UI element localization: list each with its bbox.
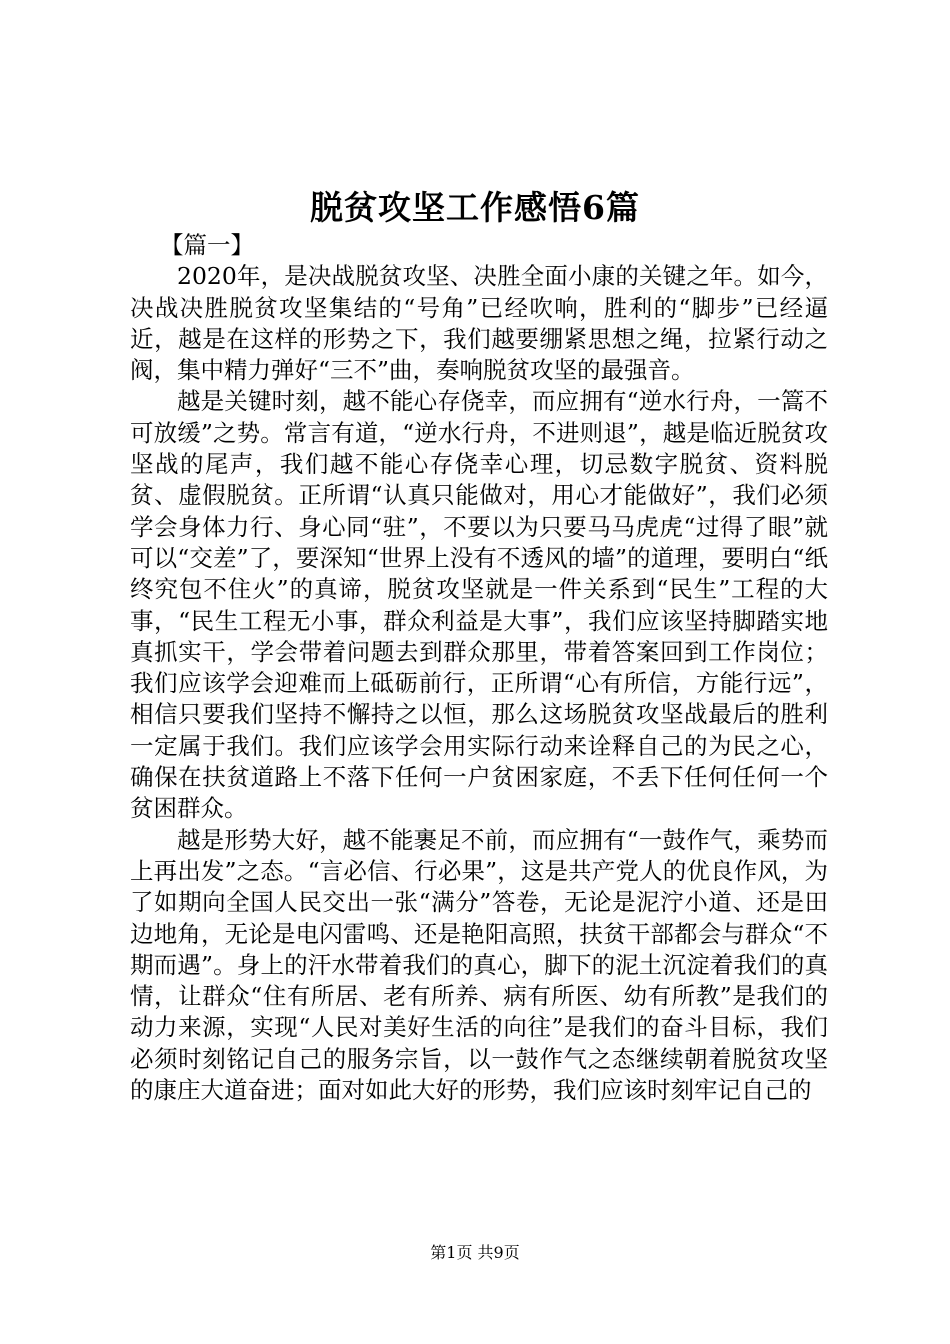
paragraph-2: 越是关键时刻，越不能心存侥幸，而应拥有“逆水行舟，一篙不可放缓”之势。常言有道，“逆水行舟，不进则退”，越是临近脱贫攻坚战的尾声，我们越不能心存侥幸心理，切忌数字脱贫、资料脱贫、虚假脱贫。正所谓“认真只能做对，用心才能做好”，我们必须学会身体力行、身心同“驻”，不要以为只要马马虎虎“过得了眼”就可以“交差”了，要深知“世界上没有不透风的墙”的道理，要明白“纸终究包不住火”的真谛，脱贫攻坚就是一件关系到“民生”工程的大事，“民生工程无小事，群众利益是大事”，我们应该坚持脚踏实地真抓实干，学会带着问题去到群众那里，带着答案回到工作岗位；我们应该学会迎难而上砥砺前行，正所谓“心有所信，方能行远”，相信只要我们坚持不懈持之以恒，那么这场脱贫攻坚战最后的胜利一定属于我们。我们应该学会用实际行动来诠释自己的为民之心，确保在扶贫道路上不落下任何一户贫困家庭，不丢下任何任何一个贫困群众。 — [130, 387, 828, 823]
paragraph-3: 越是形势大好，越不能裹足不前，而应拥有“一鼓作气，乘势而上再出发”之态。“言必信、行必果”，这是共产党人的优良作风，为了如期向全国人民交出一张“满分”答卷，无论是泥泞小道、还是田边地角，无论是电闪雷鸣、还是艳阳高照，扶贫干部都会与群众“不期而遇”。身上的汗水带着我们的真心，脚下的泥土沉淀着我们的真情，让群众“住有所居、老有所养、病有所医、幼有所教”是我们的动力来源，实现“人民对美好生活的向往”是我们的奋斗目标，我们必须时刻铭记自己的服务宗旨，以一鼓作气之态继续朝着脱贫攻坚的康庄大道奋进；面对如此大好的形势，我们应该时刻牢记自己的 — [130, 825, 828, 1105]
document-title: 脱贫攻坚工作感悟6篇 — [310, 188, 640, 227]
paragraph-1: 2020年，是决战脱贫攻坚、决胜全面小康的关键之年。如今，决战决胜脱贫攻坚集结的“号角”已经吹响，胜利的“脚步”已经逼近，越是在这样的形势之下，我们越要绷紧思想之绳，拉紧行动之阀，集中精力弹好“三不”曲，奏响脱贫攻坚的最强音。 — [130, 262, 828, 385]
section-heading: 【篇一】 — [160, 231, 254, 259]
page-footer: 第1页 共9页 — [430, 1243, 520, 1262]
document-body — [130, 230, 828, 1106]
